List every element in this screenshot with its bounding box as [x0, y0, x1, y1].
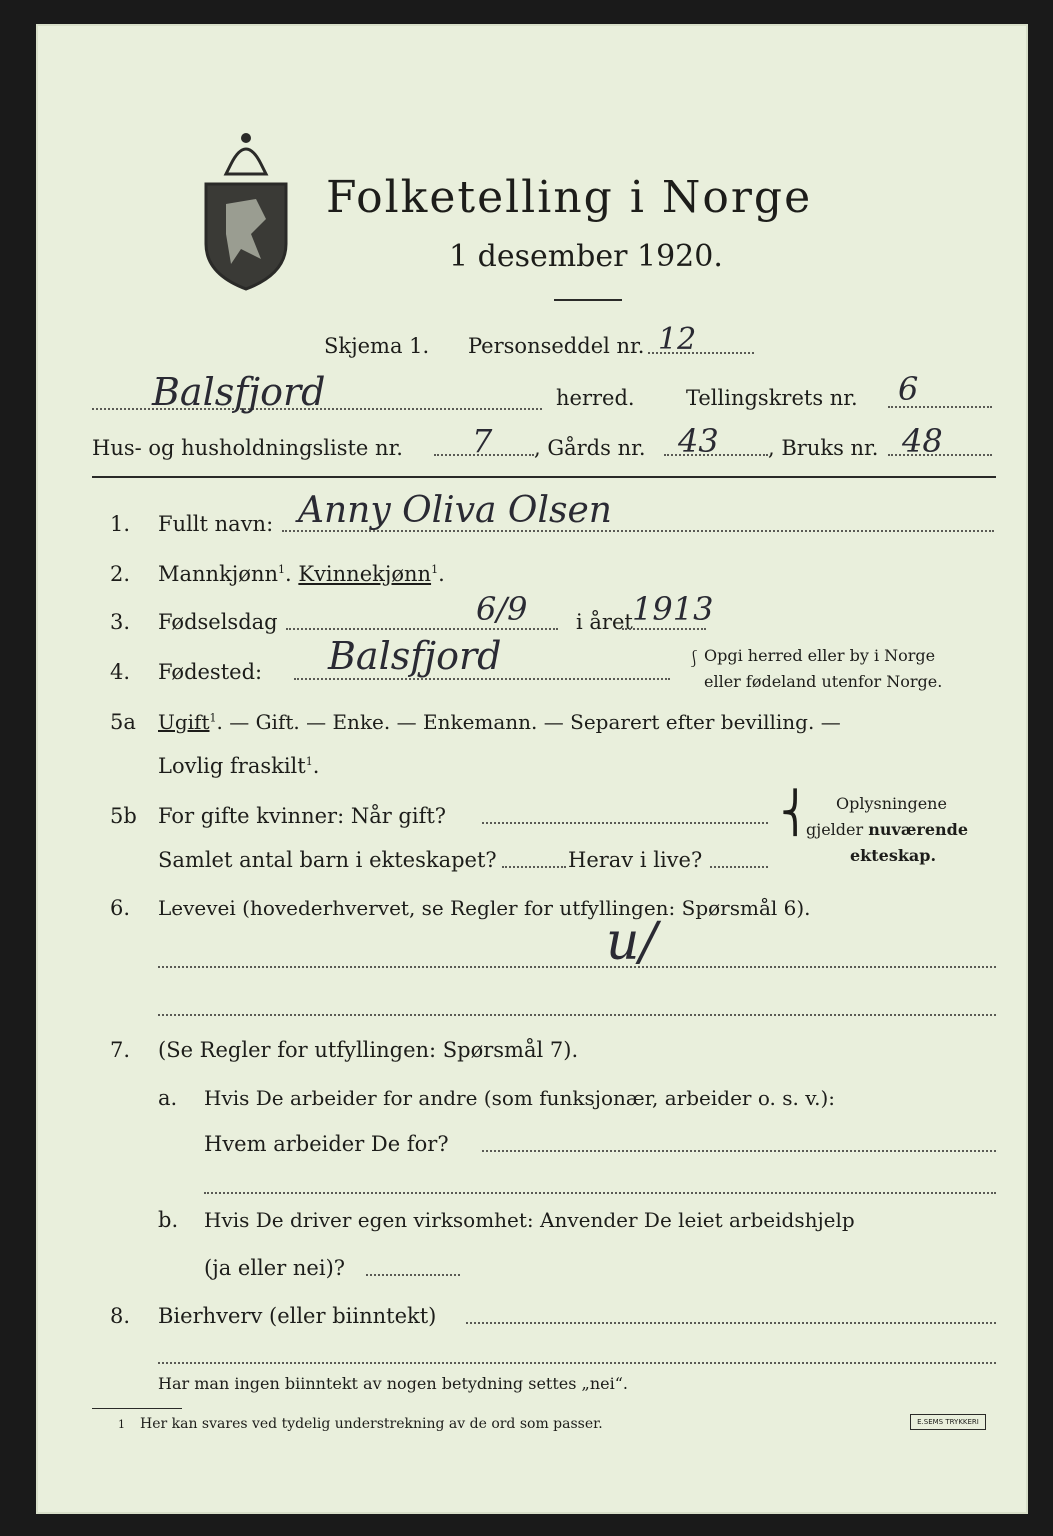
- hus-label: Hus- og husholdningsliste nr.: [92, 436, 403, 460]
- q8-number: 8.: [110, 1304, 131, 1328]
- q5b-note-line2: gjelder nuværende: [806, 820, 969, 839]
- q4-label: Fødested:: [158, 660, 263, 684]
- q6-number: 6.: [110, 896, 131, 920]
- form-title: Folketelling i Norge: [326, 172, 813, 223]
- title-divider: [554, 299, 622, 301]
- q2-number: 2.: [110, 562, 131, 586]
- aaret-label: i året: [576, 610, 633, 634]
- ugift-option: Ugift: [158, 710, 210, 734]
- tellingskrets-value: 6: [898, 370, 919, 408]
- q7b-text: Hvis De driver egen virksomhet: Anvender De leiet arbeidshjelp: [204, 1208, 855, 1232]
- q5b-note-line1: Oplysningene: [836, 794, 947, 813]
- q5b-when-married-label: For gifte kvinner: Når gift?: [158, 804, 447, 828]
- footnote-number: 1: [118, 1418, 125, 1431]
- q5a-number: 5a: [110, 710, 136, 734]
- personseddel-label: Personseddel nr.: [468, 334, 645, 358]
- census-form: [36, 24, 1028, 1514]
- fraskilt-option: Lovlig fraskilt: [158, 754, 306, 778]
- q7b-question: (ja eller nei)?: [204, 1256, 346, 1280]
- q4-note-line2: eller fødeland utenfor Norge.: [704, 672, 943, 691]
- q5b-number: 5b: [110, 804, 137, 828]
- q7a-number: a.: [158, 1086, 178, 1110]
- census-date: 1 desember 1920.: [449, 239, 723, 274]
- q4-note-line1: Opgi herred eller by i Norge: [704, 646, 936, 665]
- coat-of-arms-icon: [196, 124, 296, 294]
- printer-stamp: E.SEMS TRYKKERI: [910, 1414, 986, 1430]
- q5b-brace: ⎨: [780, 790, 810, 836]
- q7a-question: Hvem arbeider De for?: [204, 1132, 449, 1156]
- male-option: Mannkjønn: [158, 562, 279, 586]
- full-name-value: Anny Oliva Olsen: [298, 490, 612, 531]
- gaards-label: , Gårds nr.: [534, 436, 646, 460]
- hus-value: 7: [472, 422, 493, 460]
- q1-label: Fullt navn:: [158, 512, 274, 536]
- personseddel-value: 12: [658, 322, 697, 357]
- bruks-label: , Bruks nr.: [768, 436, 879, 460]
- q3-number: 3.: [110, 610, 131, 634]
- header-rule: [92, 476, 996, 478]
- q5b-children-label: Samlet antal barn i ekteskapet?: [158, 848, 497, 872]
- q7-label: (Se Regler for utfyllingen: Spørsmål 7).: [158, 1038, 579, 1062]
- q7b-number: b.: [158, 1208, 179, 1232]
- herred-label: herred.: [556, 386, 635, 410]
- skjema-label: Skjema 1.: [324, 334, 430, 358]
- q8-label: Bierhverv (eller biinntekt): [158, 1304, 437, 1328]
- footnote-rule: [92, 1408, 182, 1409]
- q7a-text: Hvis De arbeider for andre (som funksjonær, arbeider o. s. v.):: [204, 1086, 836, 1110]
- q7-number: 7.: [110, 1038, 131, 1062]
- birth-year-value: 1913: [632, 590, 714, 628]
- tellingskrets-label: Tellingskrets nr.: [686, 386, 858, 410]
- q5a-options: Ugift$^1$. — Gift. — Enke. — Enkemann. — Separert efter bevilling. —: [158, 710, 841, 734]
- q4-brace: ⎰: [686, 649, 703, 668]
- q1-number: 1.: [110, 512, 131, 536]
- q5a-other-options: . — Gift. — Enke. — Enkemann. — Separert efter bevilling. —: [216, 710, 841, 734]
- q5a-line2: Lovlig fraskilt$^1$.: [158, 754, 320, 778]
- q3-label: Fødselsdag: [158, 610, 278, 634]
- q6-label: Levevei (hovederhvervet, se Regler for utfyllingen: Spørsmål 6).: [158, 896, 811, 920]
- female-option: Kvinnekjønn: [298, 562, 432, 586]
- occupation-value: u/: [606, 912, 658, 972]
- q2-gender: Mannkjønn$^1$. Kvinnekjønn$^1$.: [158, 562, 445, 586]
- footnote-text: Her kan svares ved tydelig understrekning av de ord som passer.: [140, 1416, 603, 1432]
- q5b-alive-label: Herav i live?: [568, 848, 703, 872]
- gaards-value: 43: [678, 422, 719, 460]
- herred-value: Balsfjord: [152, 370, 326, 414]
- q5b-note-line3: ekteskap.: [850, 846, 937, 865]
- q4-number: 4.: [110, 660, 131, 684]
- birthplace-value: Balsfjord: [328, 634, 502, 678]
- bruks-value: 48: [902, 422, 943, 460]
- no-income-note: Har man ingen biinntekt av nogen betydning settes „nei“.: [158, 1374, 628, 1393]
- birth-day-value: 6/9: [476, 590, 528, 628]
